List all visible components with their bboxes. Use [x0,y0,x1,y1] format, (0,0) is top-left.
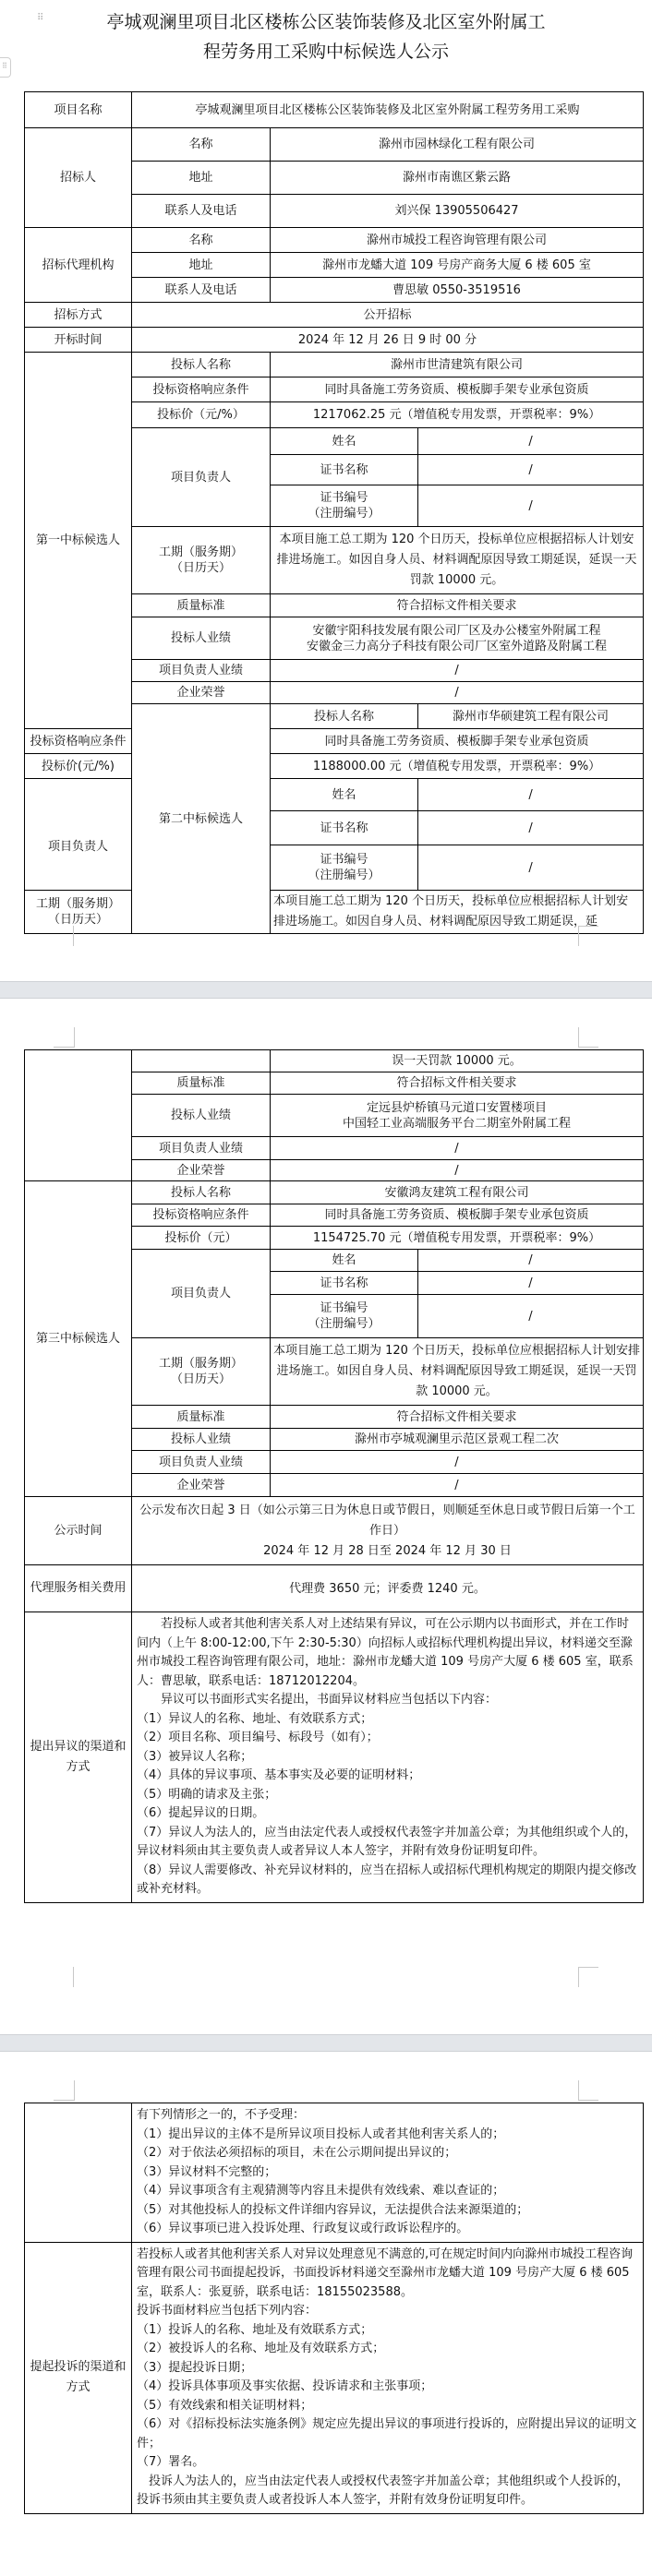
cert-no-label-line-2: （注册编号） [308,869,380,882]
candidate-2-honors: / [271,1160,644,1181]
manager-label: 项目负责人 [25,779,132,891]
cert-name-label: 证书名称 [271,455,418,485]
candidate-3-bidder-name: 安徽鸿友建筑工程有限公司 [271,1181,644,1204]
candidate-1-price: 1217062.25 元（增值税专用发票，开票税率：9%） [271,402,644,428]
performance-item: 安徽宇阳科技发展有限公司厂区及办公楼室外附属工程 [312,623,601,638]
period-label-line-2: （日历天） [47,913,108,927]
page-corner-mark [54,2080,75,2101]
reject-item: （1）提出异议的主体不是所异议项目投标人或者其他利害关系人的； [137,2127,505,2141]
complaint-content-intro: 投诉书面材料应当包括下列内容： [137,2304,318,2318]
candidate-2-label: 第二中标候选人 [132,704,271,934]
candidate-3-manager-name: / [418,1250,644,1272]
candidate-1-cert-no: / [418,485,644,527]
page-corner-mark [578,2080,598,2101]
fees-value: 代理费 3650 元；评委费 1240 元。 [132,1565,644,1612]
agency-contact-label: 联系人及电话 [132,278,271,303]
complaint-item: （7）署名。 [137,2455,205,2469]
objection-item: （2）项目名称、项目编号、标段号（如有）； [137,1731,379,1744]
bidder-name-label: 投标人名称 [132,353,271,377]
objection-item: （7）异议人为法人的，应当由法定代表人或授权代表签字并加盖公章；为其他组织或个人的，异议材料须由其主要负责人或者异议人本人签字，并附有效身份证明复印件。 [137,1825,637,1858]
tenderer-name-label: 名称 [132,128,271,162]
cert-name-label: 证书名称 [271,1272,418,1295]
candidate-2-manager-name: / [418,779,644,811]
cert-no-label [271,1295,418,1338]
objection-item: （6）提起异议的日期。 [137,1806,265,1820]
tenderer-address-label: 地址 [132,162,271,195]
drag-handle-icon[interactable]: ⠿ [37,13,43,23]
candidate-1-label: 第一中标候选人 [25,353,132,729]
tenderer-contact: 刘兴保 13905506427 [271,195,644,228]
honors-label: 企业荣誉 [132,1474,271,1497]
page-1 [0,0,652,981]
project-name-value: 亭城观澜里项目北区楼栋公区装饰装修及北区室外附属工程劳务用工采购 [132,92,644,128]
agency-name: 滁州市城投工程咨询管理有限公司 [271,228,644,253]
complaint-item: （2）被投诉人的名称、地址及有效联系方式； [137,2342,385,2355]
candidate-2-performance [271,1095,644,1137]
drag-handle-icon: ⠿ [2,62,7,70]
page-corner-mark [54,1027,75,1048]
cert-no-label-line-1: 证书编号 [320,1301,368,1315]
objection-item: （5）明确的请求及主张； [137,1787,277,1802]
publicity-period: 2024 年 12 月 28 日至 2024 年 12 月 30 日 [263,1543,512,1558]
manager-performance-label: 项目负责人业绩 [132,1451,271,1474]
candidate-3-manager-performance: / [271,1451,644,1474]
price-label: 投标价(元/%) [25,754,132,779]
fees-label: 代理服务相关费用 [25,1565,132,1612]
agency-address: 滁州市龙蟠大道 109 号房产商务大厦 6 楼 605 室 [271,253,644,278]
method-value: 公开招标 [132,303,644,328]
page-corner-mark [57,1967,74,1987]
candidate-1-qualification: 同时具备施工劳务资质、模板脚手架专业承包资质 [271,377,644,402]
performance-item: 定远县炉桥镇马元道口安置楼项目 [366,1100,547,1115]
reject-intro: 有下列情形之一的，不予受理： [137,2108,306,2122]
tenderer-label: 招标人 [25,128,132,228]
performance-label: 投标人业绩 [132,1429,271,1451]
qualification-label: 投标资格响应条件 [25,729,132,754]
opening-label: 开标时间 [25,328,132,353]
candidate-3-performance: 滁州市亭城观澜里示范区景观工程二次 [271,1429,644,1451]
complaint-item: （3）提起投诉日期； [137,2360,253,2375]
candidate-1-cert-name: / [418,455,644,485]
candidate-1-quality: 符合招标文件相关要求 [271,594,644,617]
candidate-3-quality: 符合招标文件相关要求 [271,1406,644,1429]
tenderer-address: 滁州市南谯区紫云路 [271,162,644,195]
qualification-label: 投标资格响应条件 [132,377,271,402]
candidate-2-cert-name: / [418,811,644,845]
manager-name-label: 姓名 [271,428,418,455]
cert-no-label-line-1: 证书编号 [320,491,368,505]
agency-name-label: 名称 [132,228,271,253]
complaint-item: （5）有效线索和相关证明材料； [137,2398,313,2413]
candidate-3-price: 1154725.70 元（增值税专用发票，开票税率：9%） [271,1227,644,1250]
quality-label: 质量标准 [132,1406,271,1429]
candidate-2-bidder-name: 滁州市华硕建筑工程有限公司 [418,704,644,729]
complaint-signature-note: 投诉人为法人的，应当由法定代表人或授权代表签字并加盖公章；其他组织或个人投诉的，投诉书须由其主要负责人或者投诉人本人签字，并附有效身份证明复印件。 [137,2474,630,2507]
info-table-page-1 [24,91,644,934]
performance-label: 投标人业绩 [132,1095,271,1137]
period-label [25,891,132,934]
objection-item: （3）被异议人名称； [137,1749,253,1764]
page-separator [0,2034,652,2052]
manager-name-label: 姓名 [271,779,418,811]
candidate-1-performance [271,617,644,660]
performance-item: 安徽金三力高分子科技有限公司厂区室外道路及附属工程 [307,639,608,653]
candidate-1-manager-name: / [418,428,644,455]
candidate-3-label: 第三中标候选人 [25,1181,132,1497]
complaint-content [132,2242,644,2513]
tenderer-contact-label: 联系人及电话 [132,195,271,228]
candidate-1-manager-performance: / [271,660,644,682]
period-label-line-2: （日历天） [170,1372,231,1386]
candidate-3-period: 本项目施工总工期为 120 个日历天，投标单位应根据招标人计划安排进场施工。如因自身人员、材料调配原因导致工期延误，延误一天罚款 10000 元。 [271,1338,644,1406]
complaint-label: 提起投诉的渠道和方式 [25,2242,132,2513]
candidate-2-period-part-2: 误一天罚款 10000 元。 [271,1050,644,1072]
candidate-2-label-continued [25,1050,132,1181]
performance-label: 投标人业绩 [132,617,271,660]
page-corner-mark [578,926,598,946]
manager-name-label: 姓名 [271,1250,418,1272]
page-2 [0,1000,652,2034]
period-label [132,1338,271,1406]
reject-item: （5）对其他投标人的投标文件详细内容异议，无法提供合法来源渠道的； [137,2202,529,2217]
candidate-2-period-part-1: 本项目施工总工期为 120 个日历天，投标单位应根据招标人计划安排进场施工。如因自身人员、材料调配原因导致工期延误，延 [271,891,644,934]
manager-performance-label: 项目负责人业绩 [132,660,271,682]
candidate-3-cert-no: / [418,1295,644,1338]
agency-contact: 曹思敏 0550-3519516 [271,278,644,303]
objection-content-intro: 异议可以书面形式实名提出，书面异议材料应当包括以下内容： [161,1693,498,1707]
candidate-1-period: 本项目施工总工期为 120 个日历天，投标单位应根据招标人计划安排进场施工。如因自身人员、材料调配原因导致工期延误，延误一天罚款 10000 元。 [271,527,644,594]
complaint-item: （1）投诉人的名称、地址及有效联系方式； [137,2322,373,2337]
objection-label: 提出异议的渠道和方式 [25,1612,132,1903]
info-table-page-3 [24,2103,644,2514]
page-corner-mark [57,926,74,946]
honors-label: 企业荣誉 [132,682,271,704]
cert-no-label-line-2: （注册编号） [308,507,380,521]
qualification-label: 投标资格响应条件 [132,1204,271,1227]
objection-content [132,1612,644,1903]
cert-name-label: 证书名称 [271,811,418,845]
candidate-2-manager-performance: / [271,1137,644,1160]
reject-item: （4）异议事项含有主观猜测等内容且未提供有效线索、难以查证的； [137,2184,505,2198]
bidder-name-label: 投标人名称 [132,1181,271,1204]
cert-no-label [271,485,418,527]
reject-item: （3）异议材料不完整的； [137,2164,277,2179]
price-label: 投标价（元/%） [132,402,271,428]
candidate-3-qualification: 同时具备施工劳务资质、模板脚手架专业承包资质 [271,1204,644,1227]
page-corner-mark [578,1027,598,1048]
opening-value: 2024 年 12 月 26 日 9 时 00 分 [132,328,644,353]
period-label-line-1: 工期（服务期） [35,897,120,911]
objection-label-continued [25,2103,132,2243]
publicity-value [132,1497,644,1565]
page-3 [0,2053,652,2576]
publicity-rule: 公示发布次日起 3 日（如公示第三日为休息日或节假日，则顺延至休息日或节假日后第一个工作日） [139,1503,635,1538]
document-title-line-1: 亭城观澜里项目北区楼栋公区装饰装修及北区室外附属工 [106,12,546,32]
objection-intro: 若投标人或者其他利害关系人对上述结果有异议，可在公示期内以书面形式，并在工作时间内（上午 8:00-12:00,下午 2:30-5:30）向招标人或招标代理机构提出异议，材料递交至滁州市城投工程咨询管理有限公司，地址：滁州市龙蟠大道 109 号房产大厦 6 楼 605 室，联系人：曹思敏，联系电话：18712012204。 [137,1617,634,1688]
candidate-2-cert-no: / [418,845,644,891]
quality-label: 质量标准 [132,594,271,617]
project-name-label: 项目名称 [25,92,132,128]
candidate-2-quality: 符合招标文件相关要求 [271,1072,644,1095]
candidate-3-honors: / [271,1474,644,1497]
cert-no-label [271,845,418,891]
complaint-intro: 若投标人或者其他利害关系人对异议处理意见不满意的,可在规定时间内向滁州市城投工程咨询管理有限公司书面提起投诉，书面投诉材料递交至滁州市龙蟠大道 109 号房产大厦 6 楼 605 室，联系人：张夏骄，联系电话：18155023588。 [137,2247,634,2299]
tenderer-name: 滁州市园林绿化工程有限公司 [271,128,644,162]
reject-item: （2）对于依法必须招标的项目，未在公示期间提出异议的； [137,2146,457,2160]
quality-label: 质量标准 [132,1072,271,1095]
performance-item: 中国轻工业高端服务平台二期室外附属工程 [342,1116,571,1131]
candidate-2-price: 1188000.00 元（增值税专用发票，开票税率：9%） [271,754,644,779]
bidder-name-label: 投标人名称 [271,704,418,729]
manager-performance-label: 项目负责人业绩 [132,1137,271,1160]
agency-label: 招标代理机构 [25,228,132,303]
objection-reject-content [132,2103,644,2243]
manager-label: 项目负责人 [132,1250,271,1338]
objection-item: （8）异议人需要修改、补充异议材料的，应当在招标人或招标代理机构规定的期限内提交修改或补充材料。 [137,1863,637,1896]
document-title-line-2: 程劳务用工采购中标候选人公示 [202,42,449,62]
period-label [132,527,271,594]
manager-label: 项目负责人 [132,428,271,527]
publicity-label: 公示时间 [25,1497,132,1565]
price-label: 投标价（元） [132,1227,271,1250]
objection-item: （4）具体的异议事项、基本事实及必要的证明材料； [137,1768,421,1782]
method-label: 招标方式 [25,303,132,328]
candidate-1-bidder-name: 滁州市世清建筑有限公司 [271,353,644,377]
cert-no-label-line-1: 证书编号 [320,853,368,867]
page-corner-mark [578,1967,598,1987]
period-label-line-1: 工期（服务期） [158,1357,243,1371]
cert-no-label-line-2: （注册编号） [308,1317,380,1331]
period-label-line-2: （日历天） [170,561,231,575]
complaint-item: （4）投诉具体事项及事实依据、投诉请求和主张事项； [137,2379,433,2393]
candidate-3-cert-name: / [418,1272,644,1295]
objection-item: （1）异议人的名称、地址、有效联系方式； [137,1711,373,1726]
complaint-item: （6）对《招标投标法实施条例》规定应先提出异议的事项进行投诉的，应附提出异议的证明文件； [137,2417,637,2450]
page-separator [0,981,652,999]
reject-item: （6）异议事项已进入投诉处理、行政复议或行政诉讼程序的。 [137,2222,469,2235]
period-label-continued [132,1050,271,1072]
candidate-2-qualification: 同时具备施工劳务资质、模板脚手架专业承包资质 [271,729,644,754]
candidate-1-honors: / [271,682,644,704]
info-table-page-2 [24,1049,644,1903]
honors-label: 企业荣誉 [132,1160,271,1181]
agency-address-label: 地址 [132,253,271,278]
period-label-line-1: 工期（服务期） [158,545,243,559]
